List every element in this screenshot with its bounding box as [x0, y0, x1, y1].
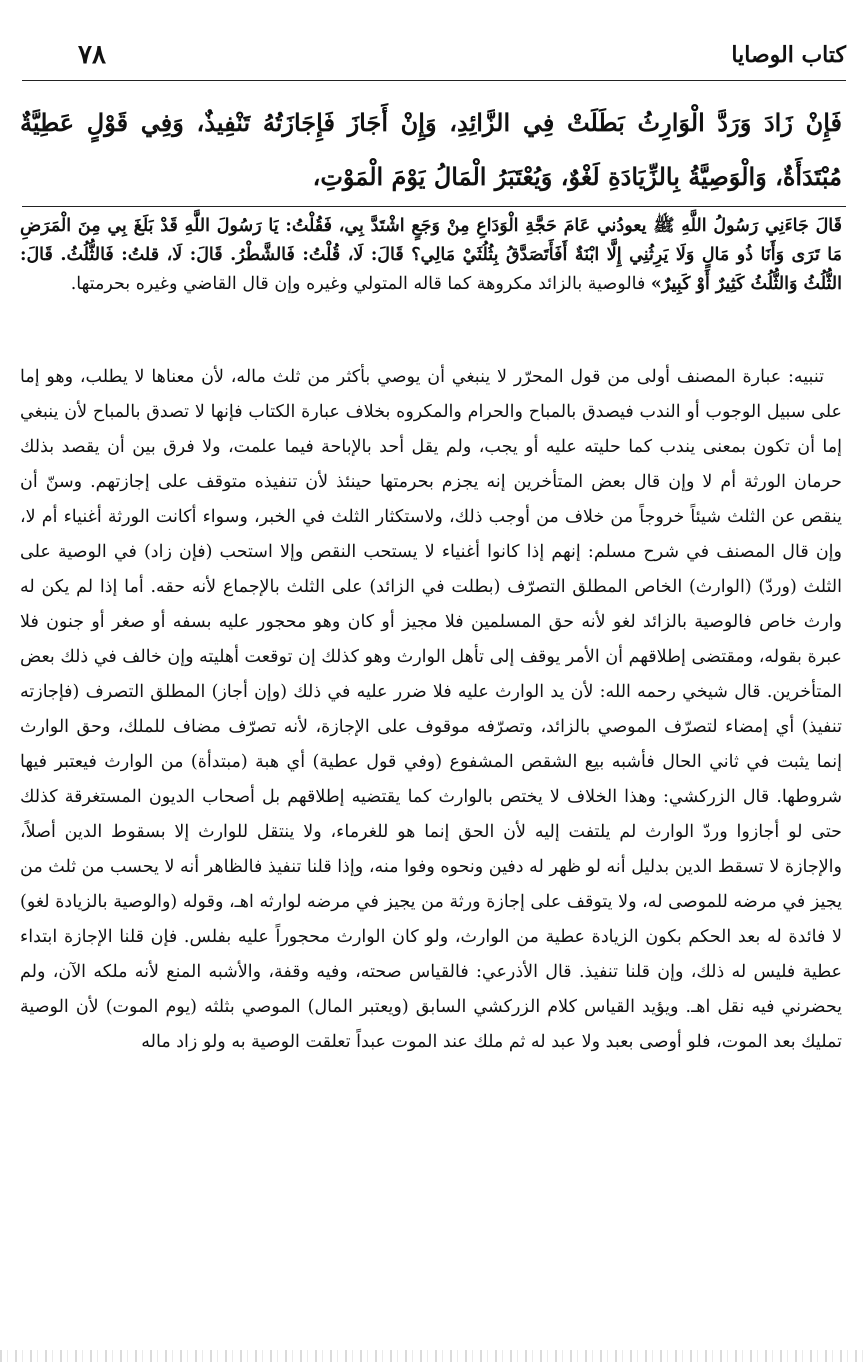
hadith-block: [20, 212, 842, 299]
section-divider: [22, 206, 846, 207]
matn-text: فَإِنْ زَادَ وَرَدَّ الْوَارِثُ بَطَلَتْ فِي الزَّائِدِ، وَإِنْ أَجَازَ فَإِجَازَتُهُ تَنْفِيذٌ، وَفِي قَوْلٍ عَطِيَّةٌ مُبْتَدَأَةٌ، وَالْوَصِيَّةُ بِالزِّيَادَةِ لَغْوٌ، وَيُعْتَبَرُ الْمَالُ يَوْمَ الْمَوْتِ،: [20, 108, 842, 191]
scan-noise-strip: [0, 1350, 868, 1362]
page-header: [22, 30, 846, 81]
hadith-text: قَالَ جَاءَنِي رَسُولُ اللَّهِ ﷺ يعودُني عَامَ حَجَّةِ الْوَدَاعِ مِنْ وَجَعٍ اشْتَدَّ بِي، فَقُلْتُ: يَا رَسُولَ اللَّهِ قَدْ بَلَغَ بِي مِنَ الْمَرَضِ مَا تَرَى وَأَنَا ذُو مَالٍ وَلَا يَرِثُنِي إِلَّا ابْنَةٌ أَفَأَتَصَدَّقُ بِثُلُثَيْ مَالِي؟ قَالَ: لَا، قُلْتُ: فَالشَّطْرُ. قَالَ: لَا، قلتُ: فَالثُّلُثُ. قَالَ: الثُّلُثُ وَالثُّلُثُ كَثِيرٌ أَوْ كَبِيرٌ»: [20, 216, 842, 294]
running-title: كتاب الوصايا: [731, 42, 846, 68]
hadith-after-text: فالوصية بالزائد مكروهة كما قاله المتولي وغيره وإن قال القاضي وغيره بحرمتها.: [70, 274, 651, 294]
page-number: ٧٨: [78, 40, 106, 70]
commentary-paragraph: تنبيه: عبارة المصنف أولى من قول المحرّر لا ينبغي أن يوصي بأكثر من ثلث ماله، لأن معناها لا يطلب، وهو إما على سبيل الوجوب أو الندب فيصدق بالمباح والحرام والمكروه بخلاف عبارة الكتاب فإنها لا تصدق بالمباح لأن ينبغي إما أن تكون بمعنى يندب كما حليته عليه أو يجب، ولم يقل أحد بالإباحة فيما علمت، ولا فرق بين أن يقصد بذلك حرمان الورثة أم لا وإن قال بعض المتأخرين إنه يجزم بحرمتها حينئذ لأن تنفيذه متوقف على إجازتهم. وسنّ أن ينقص عن الثلث شيئاً خروجاً من خلاف من أوجب ذلك، ولاستكثار الثلث في الخبر، وسواء أكانت الورثة أغنياء أم لا، وإن قال المصنف في شرح مسلم: إنهم إذا كانوا أغنياء لا يستحب النقص وإلا استحب (فإن زاد) في الوصية على الثلث (وردّ) (الوارث) الخاص المطلق التصرّف (بطلت في الزائد) على الثلث بالإجماع لأنه حقه. أما إذا لم يكن له وارث خاص فالوصية بالزائد لغو لأنه حق المسلمين فلا مجيز أو كان وهو محجور عليه بسفه أو صغر أو جنون فلا عبرة بقوله، ومقتضى إطلاقهم أن الأمر يوقف إلى تأهل الوارث وهو كذلك إن توقعت أهليته وإن خالف في ذلك بعض المتأخرين. قال شيخي رحمه الله: لأن يد الوارث عليه فلا ضرر عليه في ذلك (وإن أجاز) المطلق التصرف (فإجازته تنفيذ) أي إمضاء لتصرّف الموصي بالزائد، وتصرّفه موقوف على الإجازة، لأنه تصرّف مضاف للملك، وحق الوارث إنما يثبت في ثاني الحال فأشبه بيع الشقص المشفوع (وفي قول عطية) أي هبة (مبتدأة) من الوارث فيعتبر فيها شروطها. قال الزركشي: وهذا الخلاف لا يختص بالوارث كما يقتضيه إطلاقهم بل أصحاب الديون المستغرقة كذلك حتى لو أجازوا وردّ الوارث لم يلتفت إليه لأن الحق إنما هو للغرماء، ولا ينتقل للوارث إلا بسقوط الدين أصلاً، والإجازة لا تسقط الدين بدليل أنه لو ظهر له دفين ونحوه وفوا منه، وإذا قلنا تنفيذ فالظاهر أنه لا يحسب من ثلث من يجيز في مرضه للموصى له، ولا يتوقف على إجازة ورثة من يجيز في مرضه لوارثه اهـ، وقوله (والوصية بالزيادة لغو) لا فائدة له بعد الحكم بكون الزيادة عطية من الوارث، ولو كان الوارث محجوراً عليه بفلس. فإن قلنا الإجازة ابتداء عطية فليس له ذلك، وإن قلنا تنفيذ. قال الأذرعي: فالقياس صحته، وفيه وقفة، والأشبه المنع لأنه ملكه الآن، ولم يحضرني فيه نقل اهـ. ويؤيد القياس كلام الزركشي السابق (ويعتبر المال) الموصي بثلثه (يوم الموت) لأن الوصية تمليك بعد الموت، فلو أوصى بعبد ولا عبد له ثم ملك عند الموت عبداً تعلقت الوصية به ولو زاد ماله: [20, 367, 842, 1052]
commentary-block: [20, 360, 842, 1060]
